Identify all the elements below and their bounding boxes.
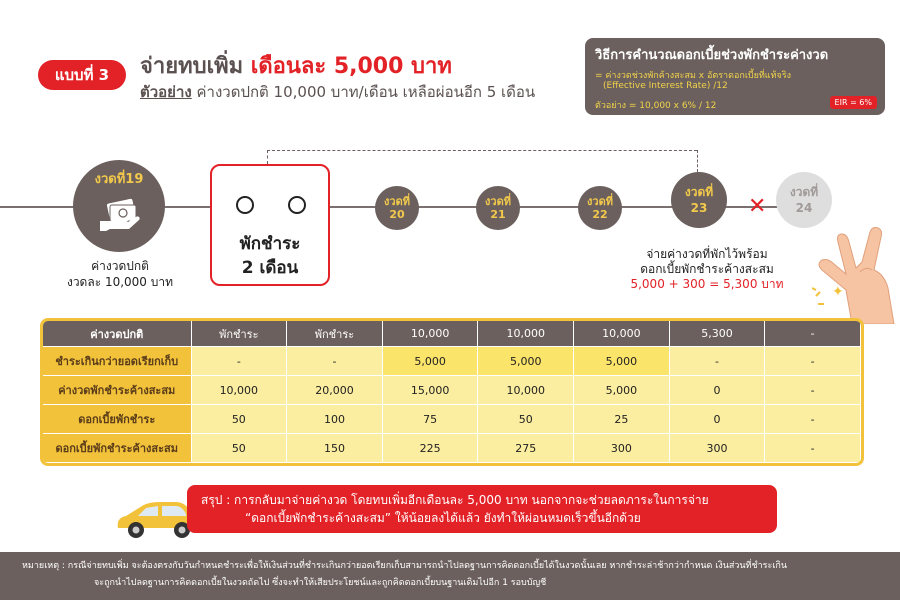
table-cell: 5,000: [574, 347, 670, 376]
table-row: [43, 376, 861, 405]
table-header-cell: 10,000: [574, 321, 670, 347]
summary-line-1: สรุป : การกลับมาจ่ายค่างวด โดยทบเพิ่มอีกเดือนละ 5,000 บาท นอกจากจะช่วยลดภาระในการจ่าย: [201, 493, 709, 507]
table-cell: -: [765, 405, 861, 434]
table-cell: -: [765, 434, 861, 463]
installment-24-number: 24: [795, 201, 813, 215]
schedule-table-grid: [43, 321, 861, 463]
installment-20-number: 20: [389, 208, 405, 221]
row-label: ดอกเบี้ยพักชำระค้างสะสม: [43, 434, 191, 463]
table-cell: 50: [191, 405, 287, 434]
cash-hand-icon: [96, 197, 142, 237]
table-cell: -: [765, 347, 861, 376]
installment-22-number: 22: [592, 208, 608, 221]
installment-21-label: งวดที่: [485, 195, 511, 208]
table-cell: 225: [382, 434, 478, 463]
formula-title: วิธีการคำนวณดอกเบี้ยช่วงพักชำระค่างวด: [595, 48, 829, 63]
table-header-cell: พักชำระ: [191, 321, 287, 347]
example-label: ตัวอย่าง: [140, 83, 192, 101]
table-header-cell: ค่างวดปกติ: [43, 321, 191, 347]
installment-23-note-calc: 5,000 + 300 = 5,300 บาท: [630, 277, 784, 291]
table-cell: 25: [574, 405, 670, 434]
table-cell: 275: [478, 434, 574, 463]
table-cell: 50: [478, 405, 574, 434]
table-cell: 15,000: [382, 376, 478, 405]
sparkle-icon: ✦: [832, 284, 844, 300]
installment-23-note: [622, 247, 792, 292]
table-cell: 0: [669, 405, 765, 434]
hole-icon: [288, 196, 306, 214]
table-cell: -: [287, 347, 383, 376]
footer-note: [0, 552, 900, 600]
installment-19-note-line-1: ค่างวดปกติ: [91, 259, 149, 273]
footer-line-2: จะถูกนำไปลดฐานการคิดดอกเบี้ยในงวดถัดไป ซึ่งจะทำให้เสียประโยชน์และถูกคิดดอกเบี้ยบนฐานเดิมไปอีก 1 รอบบัญชี: [94, 578, 547, 588]
deferment-box: [210, 164, 330, 286]
rock-hand-icon: [812, 212, 900, 324]
table-row: [43, 434, 861, 463]
table-header-cell: พักชำระ: [287, 321, 383, 347]
table-cell: 20,000: [287, 376, 383, 405]
row-label: ค่างวดพักชำระค้างสะสม: [43, 376, 191, 405]
title-prefix: จ่ายทบเพิ่ม: [140, 54, 244, 79]
table-cell: 100: [287, 405, 383, 434]
deferment-holes: [236, 196, 306, 214]
installment-21: [476, 186, 520, 230]
table-cell: -: [765, 376, 861, 405]
title-highlight: เดือนละ 5,000 บาท: [250, 54, 452, 79]
table-row: [43, 405, 861, 434]
cross-icon: ✕: [748, 194, 767, 219]
summary-line-2: “ดอกเบี้ยพักชำระค้างสะสม” ให้น้อยลงได้แล้ว ยังทำให้ผ่อนหมดเร็วขึ้นอีกด้วย: [245, 511, 641, 525]
formula-line-1: = ค่างวดช่วงพักค้างสะสม x อัตราดอกเบี้ยที่แท้จริง: [595, 71, 792, 81]
table-cell: 10,000: [478, 376, 574, 405]
installment-23-label: งวดที่: [684, 185, 714, 199]
table-cell: 150: [287, 434, 383, 463]
example-text: ค่างวดปกติ 10,000 บาท/เดือน เหลือผ่อนอีก 5 เดือน: [196, 83, 536, 101]
deferment-label: พักชำระ: [239, 234, 301, 254]
table-cell: 0: [669, 376, 765, 405]
formula-example: ตัวอย่าง = 10,000 x 6% / 12: [595, 101, 717, 111]
installment-23-note-line-2: ดอกเบี้ยพักชำระค้างสะสม: [640, 262, 774, 276]
installment-19: [73, 160, 165, 252]
plan-badge: แบบที่ 3: [38, 60, 126, 90]
schedule-table: [40, 318, 864, 466]
table-cell: 5,000: [574, 376, 670, 405]
summary-box: [187, 485, 777, 533]
deferred-connector-right: [697, 150, 698, 172]
table-cell: 10,000: [191, 376, 287, 405]
eir-badge: EIR = 6%: [830, 96, 877, 109]
formula-line-2: (Effective Interest Rate) /12: [603, 81, 728, 91]
deferment-duration: 2 เดือน: [241, 258, 299, 278]
table-cell: 5,000: [382, 347, 478, 376]
deferred-connector-left: [267, 150, 268, 164]
table-header-cell: 5,300: [669, 321, 765, 347]
installment-19-label: งวดที่19: [94, 172, 144, 187]
installment-22: [578, 186, 622, 230]
hole-icon: [236, 196, 254, 214]
footer-line-1: หมายเหตุ : กรณีจ่ายทบเพิ่ม จะต้องตรงกับวันกำหนดชำระเพื่อให้เงินส่วนที่ชำระเกินกว่ายอดเรียกเก็บสามารถนำไปลดฐานการคิดดอกเบี้ยได้ในงวดนั้นเลย หากชำระล่าช้ากว่ากำหนด เงินส่วนที่ชำระเกิน: [22, 561, 787, 571]
installment-19-note: [60, 258, 180, 290]
table-cell: 300: [574, 434, 670, 463]
installment-20-label: งวดที่: [384, 195, 410, 208]
installment-24-label: งวดที่: [789, 185, 819, 199]
table-cell: 50: [191, 434, 287, 463]
table-header-cell: -: [765, 321, 861, 347]
table-header-row: [43, 321, 861, 347]
installment-19-note-line-2: งวดละ 10,000 บาท: [66, 275, 174, 289]
installment-23-number: 23: [690, 201, 708, 215]
installment-22-label: งวดที่: [587, 195, 613, 208]
formula-box: [585, 38, 885, 115]
table-cell: 5,000: [478, 347, 574, 376]
row-label: ดอกเบี้ยพักชำระ: [43, 405, 191, 434]
table-cell: -: [191, 347, 287, 376]
installment-23-note-line-1: จ่ายค่างวดที่พักไว้พร้อม: [646, 247, 768, 261]
deferred-connector: [267, 150, 697, 151]
installment-21-number: 21: [490, 208, 506, 221]
example-line: [140, 80, 535, 104]
installment-20: [375, 186, 419, 230]
table-header-cell: 10,000: [382, 321, 478, 347]
page-title: [140, 48, 452, 83]
table-cell: 300: [669, 434, 765, 463]
table-header-cell: 10,000: [478, 321, 574, 347]
table-cell: 75: [382, 405, 478, 434]
installment-23: [671, 172, 727, 228]
row-label: ชำระเกินกว่ายอดเรียกเก็บ: [43, 347, 191, 376]
table-cell: -: [669, 347, 765, 376]
table-row: [43, 347, 861, 376]
